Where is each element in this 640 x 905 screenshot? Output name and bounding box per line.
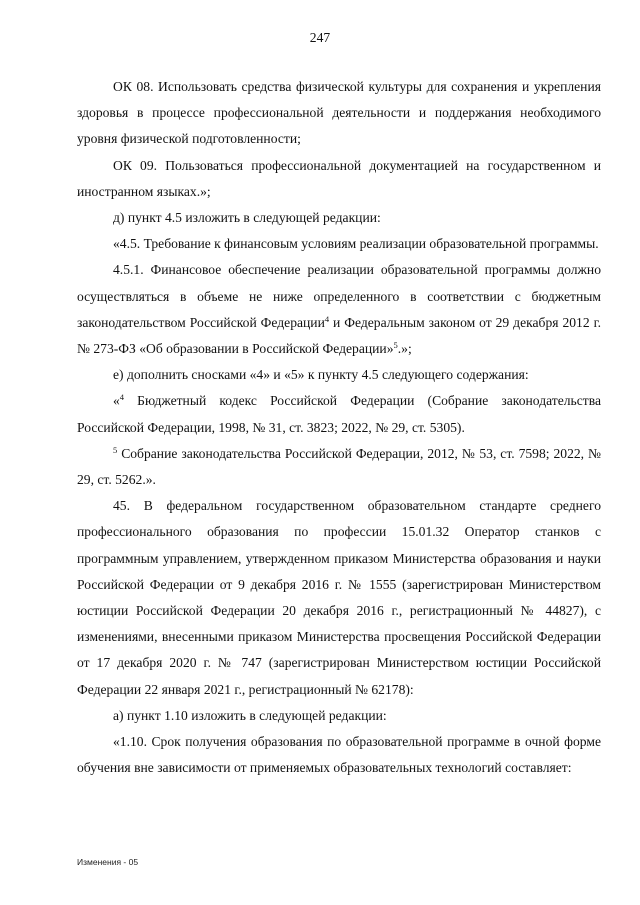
footnote-ref-5: 5 bbox=[393, 340, 398, 351]
paragraph-4-5-1 bbox=[77, 257, 601, 362]
document-body bbox=[77, 74, 601, 781]
paragraph-1-10: «1.10. Срок получения образования по образовательной программе в очной форме обучения вне зависимости от применяемых образовательных технологий составляет: bbox=[77, 734, 601, 776]
paragraph-item-a: а) пункт 1.10 изложить в следующей редакции: bbox=[113, 707, 387, 723]
paragraph-ok08: ОК 08. Использовать средства физической культуры для сохранения и укрепления здоровья в процессе профессиональной деятельности и поддержания необходимого уровня физической подготовленности; bbox=[77, 79, 601, 147]
paragraph-4-5-1-part-a: 4.5.1. Финансовое обеспечение реализации образовательной программы должно осуществляться в объеме не ниже определенного в соответствии с бюджетным законодательством Российской Федерации bbox=[77, 262, 601, 330]
paragraph-4-5-1-part-c: .»; bbox=[397, 341, 412, 357]
paragraph-ok09: ОК 09. Пользоваться профессиональной документацией на государственном и иностранном языках.»; bbox=[77, 157, 601, 199]
paragraph-4-5: «4.5. Требование к финансовым условиям реализации образовательной программы. bbox=[113, 236, 599, 252]
footnote-5 bbox=[77, 441, 601, 493]
footnote-5-text: Собрание законодательства Российской Федерации, 2012, № 53, ст. 7598; 2022, № 29, ст. 5262.». bbox=[77, 445, 601, 488]
paragraph-item-d: д) пункт 4.5 изложить в следующей редакции: bbox=[113, 210, 381, 226]
footnote-5-mark: 5 bbox=[113, 444, 118, 455]
footer-note: Изменения - 05 bbox=[77, 857, 139, 867]
paragraph-item-e: е) дополнить сносками «4» и «5» к пункту 4.5 следующего содержания: bbox=[113, 367, 529, 383]
page-number: 247 bbox=[309, 30, 331, 45]
footnote-ref-4: 4 bbox=[324, 313, 330, 324]
paragraph-45: 45. В федеральном государственном образовательном стандарте среднего профессионального образования по профессии 15.01.32 Оператор станков с программным управлением, утвержденном приказом Министерства образования и науки Российской Федерации от 9 декабря 2016 г. № 1555 (зарегистрирован Министерством юстиции Российской Федерации 20 декабря 2016 г., регистрационный № 44827), с изменениями, внесенными приказом Министерства просвещения Российской Федерации от 17 декабря 2020 г. № 747 (зарегистрирован Министерством юстиции Российской Федерации 22 января 2021 г., регистрационный № 62178): bbox=[77, 498, 601, 697]
footnote-4 bbox=[77, 388, 601, 440]
paragraph-4-5-1-part-b: и Федеральным законом от 29 декабря 2012 г. № 273-ФЗ «Об образовании в Российской Федерации» bbox=[77, 314, 602, 357]
footnote-4-text: Бюджетный кодекс Российской Федерации (Собрание законодательства Российской Федерации, 1998, № 31, ст. 3823; 2022, № 29, ст. 5305). bbox=[77, 393, 601, 435]
footnote-4-mark: 4 bbox=[119, 392, 125, 403]
footnote-4-prefix: « bbox=[113, 393, 120, 409]
